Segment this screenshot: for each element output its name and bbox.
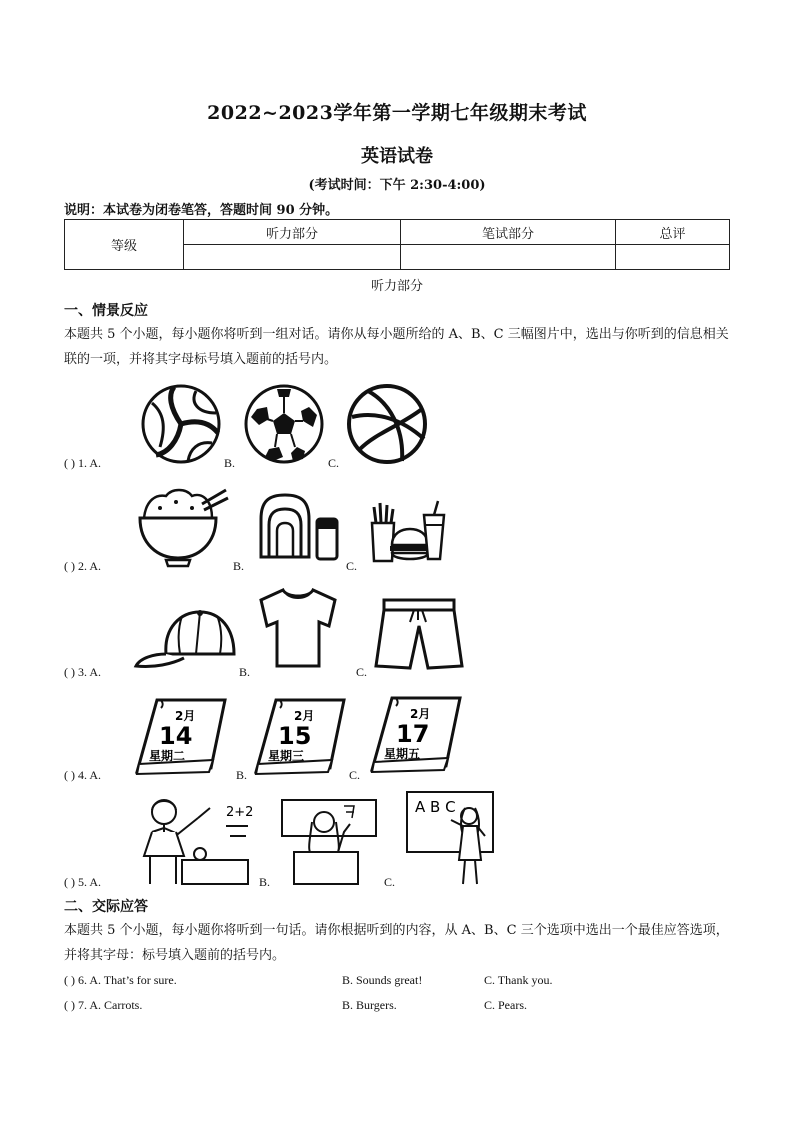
q7-option-c: C. Pears. xyxy=(484,998,527,1012)
cal-b-day: 15 xyxy=(278,722,312,750)
q6-option-b: B. Sounds great! xyxy=(342,973,423,987)
q4-label: ( ) 4. A. xyxy=(64,768,101,782)
calendar-icon-b xyxy=(254,696,348,776)
cal-c-day: 17 xyxy=(396,720,430,748)
english-teacher-icon xyxy=(405,790,501,886)
exam-title: 2022~2023学年第一学期七年级期末考试 xyxy=(207,102,587,124)
q3-label: ( ) 3. A. xyxy=(64,665,101,679)
math-board-text: 2+2 xyxy=(226,805,254,820)
cal-c-month: 2月 xyxy=(410,707,431,721)
q6-option-c: C. Thank you. xyxy=(484,973,553,987)
grade-cell-written[interactable] xyxy=(401,245,616,270)
rice-bowl-icon xyxy=(136,486,228,568)
q1-label: ( ) 1. A. xyxy=(64,456,101,470)
grade-col-written: 笔试部分 xyxy=(401,220,616,245)
q5-option-b: B. xyxy=(259,875,271,889)
grade-col-listening: 听力部分 xyxy=(184,220,401,245)
q2-label: ( ) 2. A. xyxy=(64,559,101,573)
cal-b-month: 2月 xyxy=(294,709,315,723)
q1-option-c: C. xyxy=(328,456,340,470)
cal-a-weekday: 星期二 xyxy=(149,749,186,763)
bread-and-milk-icon xyxy=(255,491,341,563)
calendar-icon-c xyxy=(370,694,464,774)
grade-cell-listening[interactable] xyxy=(184,245,401,270)
english-board-text: A B C xyxy=(415,798,456,816)
cal-c-weekday: 星期五 xyxy=(384,747,421,761)
q4-option-c: C. xyxy=(349,768,361,782)
section2-heading: 二、交际应答 xyxy=(64,899,148,915)
calendar-icon-a xyxy=(135,696,229,776)
math-teacher-icon xyxy=(138,796,254,888)
exam-subtitle: 英语试卷 xyxy=(361,146,433,167)
q3-option-c: C. xyxy=(356,665,368,679)
t-shirt-icon xyxy=(257,586,337,670)
grade-label: 等级 xyxy=(65,220,184,270)
section1-instructions: 本题共 5 个小题，每小题你将听到一组对话。请你从每小题所给的 A、B、C 三幅图片中，选出与你听到的信息相关联的一项，并将其字母标号填入题前的括号内。 xyxy=(64,327,729,367)
listening-heading: 听力部分 xyxy=(370,279,423,294)
q7-label: ( ) 7. A. Carrots. xyxy=(64,998,143,1012)
exam-time: (考试时间：下午 2:30-4:00) xyxy=(308,178,486,193)
cap-icon xyxy=(134,608,238,670)
q4-option-b: B. xyxy=(236,768,248,782)
q7-option-b: B. Burgers. xyxy=(342,998,397,1012)
shorts-icon xyxy=(374,596,464,672)
cal-b-weekday: 星期三 xyxy=(268,749,305,763)
cal-a-month: 2月 xyxy=(175,709,196,723)
cal-a-day: 14 xyxy=(159,722,193,750)
basketball-icon xyxy=(346,383,428,465)
q2-option-b: B. xyxy=(233,559,245,573)
q6-label: ( ) 6. A. That’s for sure. xyxy=(64,973,177,987)
volleyball-icon xyxy=(140,383,222,465)
q1-option-b: B. xyxy=(224,456,236,470)
soccer-ball-icon xyxy=(243,383,325,465)
grade-col-total: 总评 xyxy=(616,220,730,245)
grade-table xyxy=(64,219,730,270)
teacher-at-desk-icon xyxy=(280,796,378,888)
q5-label: ( ) 5. A. xyxy=(64,875,101,889)
section1-heading: 一、情景反应 xyxy=(64,303,148,319)
fast-food-icon xyxy=(368,501,448,565)
q3-option-b: B. xyxy=(239,665,251,679)
section2-instructions: 本题共 5 个小题，每小题你将听到一句话。请你根据听到的内容，从 A、B、C 三个选项中选出一个最佳应答选项，并将其字母：标号填入题前的括号内。 xyxy=(64,923,729,963)
q2-option-c: C. xyxy=(346,559,358,573)
q5-option-c: C. xyxy=(384,875,396,889)
exam-note: 说明：本试卷为闭卷笔答，答题时间 90 分钟。 xyxy=(64,203,339,218)
grade-cell-total[interactable] xyxy=(616,245,730,270)
